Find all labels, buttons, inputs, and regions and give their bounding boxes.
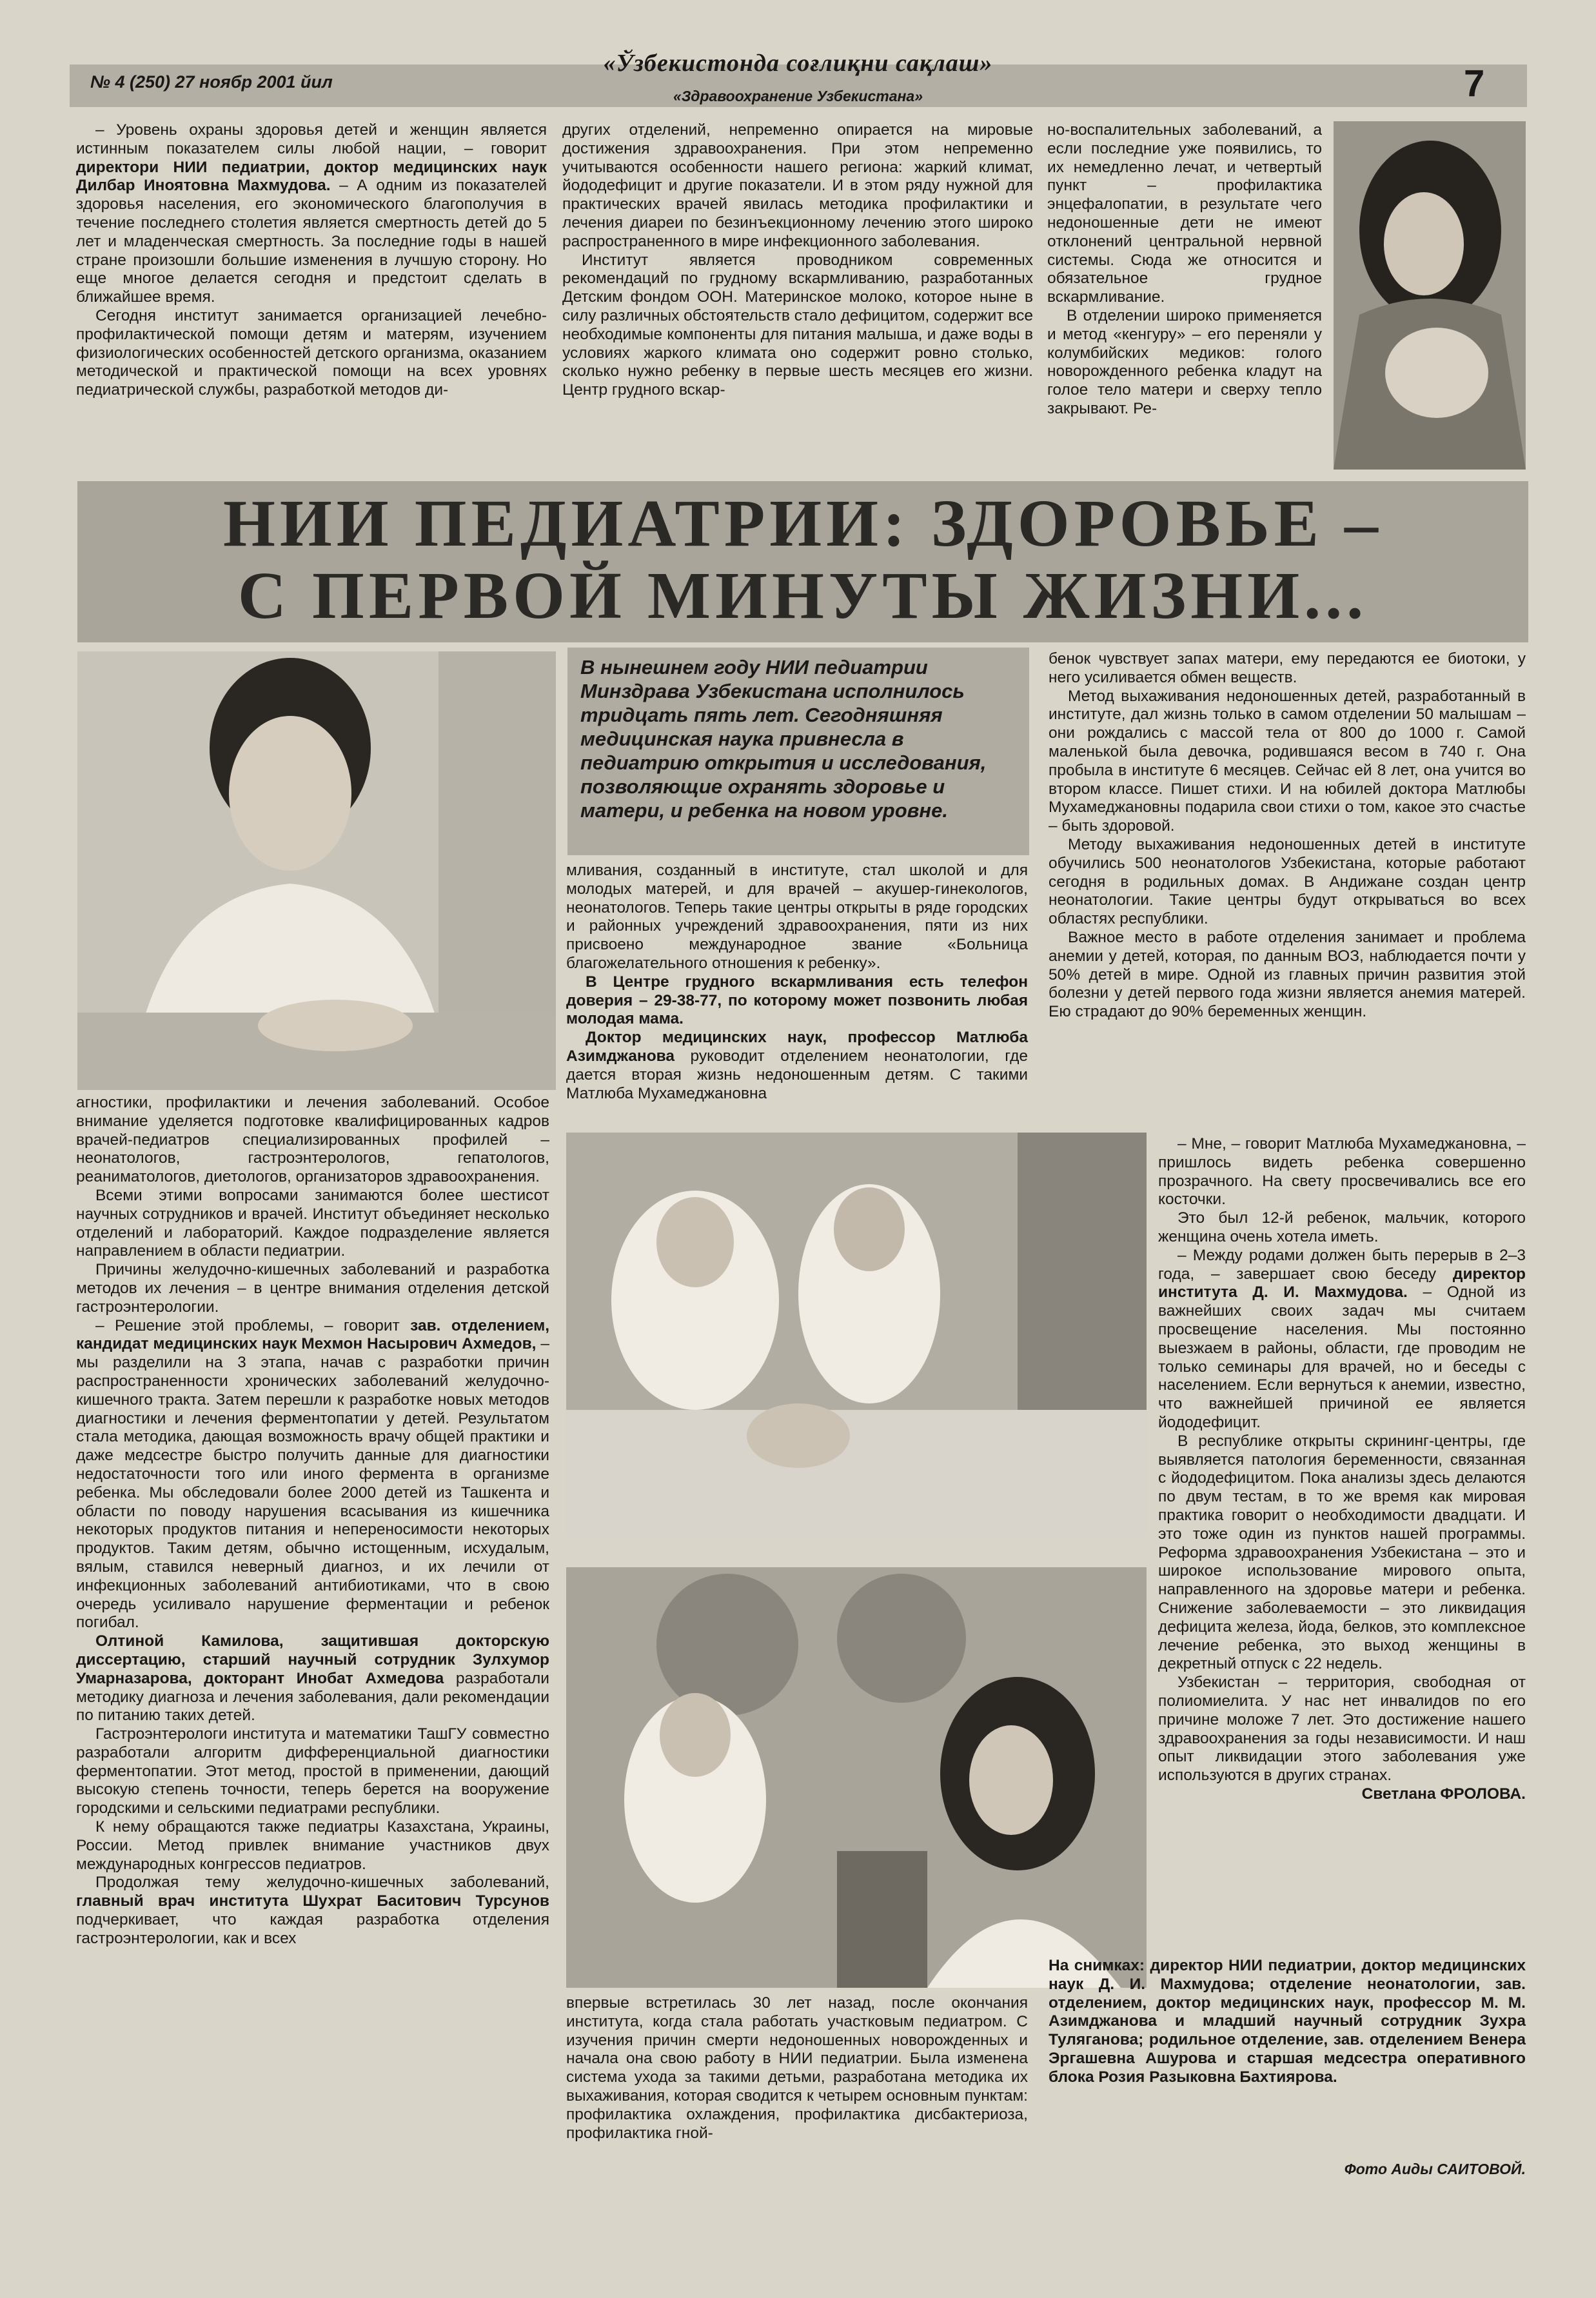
left-p8b: главный врач института Шухрат Баситович Турсунов: [76, 1892, 549, 1910]
headline-line-2: С ПЕРВОЙ МИНУТЫ ЖИЗНИ...: [237, 559, 1368, 633]
right-p3: Методу выхаживания недоношенных детей в институте обучились 500 неонатологов Узбекистана, которые работают сегодня в родильных домах. В Андижане создан центр неонатологии. Такие центры будут открываться во всех областях республики.: [1049, 835, 1526, 928]
right-column-narrow: [1158, 1135, 1526, 1804]
mid-p3b: руководит отделением неонатологии, где дается вторая жизнь недоношенным детям. С такими Матлюба Мухамеджановна: [566, 1047, 1028, 1102]
left-p8a: Продолжая тему желудочно-кишечных заболеваний,: [95, 1874, 549, 1892]
right-p9: Узбекистан – территория, свободная от полиомиелита. У нас нет инвалидов по его причине моложе 7 лет. Это достижение нашего здравоохранения за годы независимости. И наш опыт ликвидации этого заболевания уже используются в других странах.: [1158, 1674, 1526, 1785]
mid-p3a: Доктор медицинских наук, профессор Матлюба Азимджанова: [566, 1029, 1028, 1065]
top-c2-paragraph-2: Институт является проводником современных рекомендаций по грудному вскармливанию, разработанных Детским фондом ООН. Материнское молоко, которое ныне в силу различных обстоятельств стало дефицитом, содержит все необходимые компоненты для питания малыша, и даже воды в условиях жаркого климата оно содержит ровно столько, сколько нужно ребенку в первые шесть месяцев его жизни. Центр грудного вскар-: [562, 251, 1033, 399]
photo-delivery-room: [566, 1567, 1147, 1988]
newspaper-name: «Ўзбекистонда соғлиқни сақлаш»: [603, 50, 993, 77]
top-column-3: [1047, 121, 1322, 419]
left-p5b: разработали методику диагноза и лечения заболевания, дали рекомендации по питанию таких детей.: [76, 1669, 549, 1725]
author-signature: Светлана ФРОЛОВА.: [1361, 1785, 1526, 1803]
issue-info: № 4 (250) 27 ноябр 2001 йил: [90, 72, 333, 92]
lead-text: В нынешнем году НИИ педиатрии Минздрава Узбекистана исполнилось тридцать пять лет. Сегодняшняя медицинская наука привнесла в педиатрию открытия и исследования, позволяющие охранять здоровье и матери, и ребенка на новом уровне.: [580, 656, 987, 822]
page-number: 7: [1464, 63, 1485, 104]
right-p7b: директор института Д. И. Махмудова.: [1158, 1265, 1526, 1302]
left-p4b: зав. отделением, кандидат медицинских наук Мехмон Насырович Ахмедов,: [76, 1316, 550, 1353]
mid-p2: В Центре грудного вскармливания есть телефон доверия – 29-38-77, по которому может позвонить любая молодая мама.: [566, 973, 1028, 1028]
newspaper-subtitle: «Здравоохранение Узбекистана»: [673, 88, 923, 104]
right-p7c: – Одной из важнейших своих задач мы считаем просвещение населения. Мы постоянно выезжаем в районы, области, где проводим не только семинары для врачей, но и беседы с населением. Если вернуться к анемии, известно, что важнейшей причиной ее является йододефицит.: [1158, 1283, 1526, 1431]
top-c3-paragraph-2: В отделении широко применяется и метод «кенгуру» – его переняли у колумбийских медиков: голого новорожденного ребенка кладут на голое тело матери и сверху тепло закрывают. Ре-: [1047, 306, 1322, 417]
left-p4a: – Решение этой проблемы, – говорит: [95, 1316, 400, 1334]
left-p3: Причины желудочно-кишечных заболеваний и разработка методов их лечения – в центре внимания отделения детской гастроэнтерологии.: [76, 1261, 549, 1316]
left-p8c: подчеркивает, что каждая разработка отделения гастроэнтерологии, как и всех: [76, 1911, 549, 1947]
right-p4: Важное место в работе отделения занимает и проблема анемии у детей, которая, по данным ВОЗ, наблюдается почти у 50% детей в мире. Одной из главных причин развития этой болезни у детей первого года жизни является анемия матерей. Ею страдают до 90% беременных женщин.: [1049, 928, 1526, 1021]
middle-column-lower: [566, 1994, 1028, 2143]
top-column-1: [76, 121, 547, 400]
middle-column-upper: [566, 862, 1028, 1103]
top-c1-text-b: – А одним из показателей здоровья населения, его экономического благополучия в течение последнего столетия является смертность детей до 5 лет и младенческая смертность. За последние годы в нашей стране произошли большие изменения в лучшую сторону. Но еще многое делается сегодня и предстоит сделать в ближайшее время.: [76, 177, 547, 306]
right-p5: – Мне, – говорит Матлюба Мухамеджановна, – пришлось видеть ребенка совершенно прозрачного. На свету просвечивались все его косточки.: [1158, 1135, 1526, 1209]
top-c1-paragraph-2: Сегодня институт занимается организацией лечебно-профилактической помощи детям и матерям, изучением физиологических особенностей детского организма, оказанием методической и практической помощи на всех уровнях педиатрической службы, разработкой методов ди-: [76, 306, 547, 399]
left-p1: агностики, профилактики и лечения заболеваний. Особое внимание уделяется подготовке квалифицированных кадров врачей-педиатров специализированных профилей – неонатологов, гастроэнтерологов, гепатологов, реаниматологов, диетологов, организаторов здравоохранения.: [76, 1094, 549, 1186]
left-p5a: Олтиной Камилова, защитившая докторскую диссертацию, старший научный сотрудник Зулхумор Умарназарова, докторант Инобат Ахмедова: [76, 1632, 549, 1687]
right-p2: Метод выхаживания недоношенных детей, разработанный в институте, дал жизнь только в самом отделении 50 малышам – они рождались с массой тела от 800 до 1000 г. Самой маленькой была девочка, родившаяся весом в 740 г. Она пробыла в институте 6 месяцев. Сейчас ей 8 лет, она учится во втором классе. Пишет стихи. И на юбилей доктора Матлюбы Мухамеджановны подарила свои стихи о том, какое это счастье – быть здоровой.: [1049, 687, 1526, 835]
right-p1: бенок чувствует запах матери, ему передаются ее биотоки, у него усиливается обмен веществ.: [1049, 650, 1526, 686]
left-p4c: – мы разделили на 3 этапа, начав с разработки причин распространенности хронических заболеваний желудочно-кишечного тракта. Затем перешли к разработке новых методов диагностики и лечения ферментопатии у детей. Результатом стала методика, дающая возможность врачу общей практики и даже медсестре быстро получить данные для диагностики недостаточности того или иного фермента в организме ребенка. Мы обследовали более 2000 детей из Ташкента и области по поводу нарушения всасывания из кишечника некоторых продуктов питания и непереносимости некоторых продуктов. Таким детям, обычно истощенным, исхудалым, вялым, ставился неверный диагноз, и их лечили от инфекционных заболеваний антибиотиками, что в свою очередь усиливало нарушение ферментации и ребенок погибал.: [76, 1335, 549, 1632]
top-column-2: [562, 121, 1033, 400]
left-p2: Всеми этими вопросами занимаются более шестисот научных сотрудников и врачей. Институт объединяет несколько отделений и лабораторий. Каждое подразделение является направлением в области педиатрии.: [76, 1186, 549, 1260]
photo-mother-with-baby: [1334, 121, 1526, 470]
top-c1-bold: директори НИИ педиатрии, доктор медицинских наук Дилбар Иноятовна Махмудова.: [76, 158, 547, 195]
right-p8: В республике открыты скрининг-центры, где выявляется патология беременности, связанная с йододефицитом. Пока анализы здесь делаются по двум тестам, в то же время как мировая практика говорит о необходимости двадцати. И это тоже один из пунктов нашей программы. Реформа здравоохранения Узбекистана – это и широкое использование мирового опыта, направленного на здоровье матери и ребенка. Снижение заболеваемости – это ликвидация дефицита железа, йода, белков, это комплексное лечение ребенка, это выход женщины в декретный отпуск с 22 недель.: [1158, 1432, 1526, 1673]
left-p6: Гастроэнтерологи института и математики ТашГУ совместно разработали алгоритм дифференциальной диагностики ферментопатии. Этот метод, простой в применении, дающий высокую степень точности, теперь берется на вооружение городскими и сельскими педиатрами республики.: [76, 1725, 549, 1818]
photo-director-portrait: [77, 651, 556, 1090]
photo-neonatology-ward: [566, 1133, 1147, 1536]
photo-caption: На снимках: директор НИИ педиатрии, доктор медицинских наук Д. И. Махмудова; отделение неонатологии, зав. отделением, доктор медицинских наук, профессор М. М. Азимджанова и младший научный сотрудник Зухра Туляганова; родильное отделение, зав. отделением Венера Эргашевна Ашурова и старшая медсестра оперативного блока Розия Разыковна Бахтиярова.: [1049, 1957, 1526, 2086]
right-p6: Это был 12-й ребенок, мальчик, которого женщина очень хотела иметь.: [1158, 1209, 1526, 1245]
right-column-upper: [1049, 650, 1526, 1022]
headline-line-1: НИИ ПЕДИАТРИИ: ЗДОРОВЬЕ –: [223, 486, 1383, 560]
mid-p4: впервые встретилась 30 лет назад, после окончания института, когда стала работать участковым педиатром. С изучения причин смерти недоношенных новорожденных и начала она свою работу в НИИ педиатрии. Была изменена система ухода за такими детьми, разработана методика их выхаживания, которая сводится к четырем основным пунктам: профилактика охлаждения, профилактика дисбактериоза, профилактика гной-: [566, 1994, 1028, 2142]
left-p7: К нему обращаются также педиатры Казахстана, Украины, России. Метод привлек внимание участников двух международных конгрессов педиатров.: [76, 1818, 549, 1873]
top-c2-paragraph-1: других отделений, непременно опирается на мировые достижения здравоохранения. При этом непременно учитываются особенности нашего региона: жаркий климат, йододефицит и другие показатели. И в этом ряду нужной для практических врачей явилась методика профилактики и лечения диареи по безинъекционному лечению этого широко распространенного в мире инфекционного заболевания.: [562, 121, 1033, 250]
top-c3-paragraph-1: но-воспалительных заболеваний, а если последние уже появились, то их немедленно лечат, и четвертый пункт – профилактика энцефалопатии, в результате чего недоношенные дети не имеют отклонений центральной нервной системы. Сюда же относится и обязательное грудное вскармливание.: [1047, 121, 1322, 306]
top-c1-text-a: – Уровень охраны здоровья детей и женщин является истинным показателем силы любой нации, – говорит: [76, 121, 547, 157]
left-column: [76, 1094, 549, 1948]
right-p7a: – Между родами должен быть перерыв в 2–3 года, – завершает свою беседу: [1158, 1246, 1526, 1283]
mid-p1: мливания, созданный в институте, стал школой и для молодых матерей, и для врачей – акушер-гинекологов, неонатологов. Теперь такие центры открыты в ряде городских и районных учреждений здравоохранения, пяти из них присвоено международное звание «Больница благожелательного отношения к ребенку».: [566, 862, 1028, 972]
photo-credit: Фото Аиды САИТОВОЙ.: [1344, 2161, 1526, 2177]
